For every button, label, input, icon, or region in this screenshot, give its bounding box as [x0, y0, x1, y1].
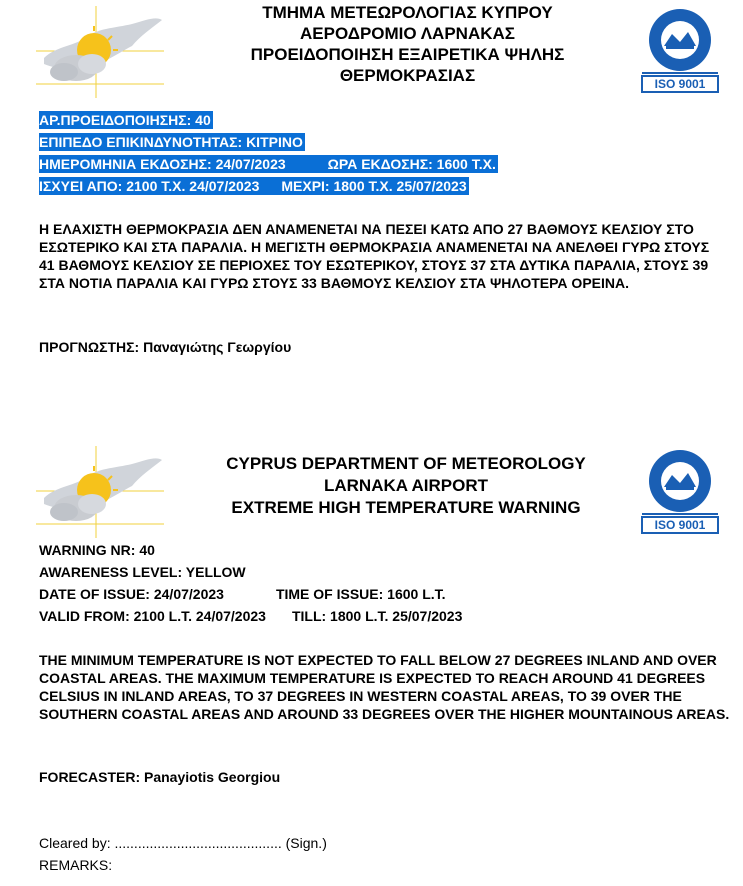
greek-issue-date: ΗΜΕΡΟΜΗΝΙΑ ΕΚΔΟΣΗΣ: 24/07/2023 [39, 156, 286, 172]
greek-issue-time: ΩΡΑ ΕΚΔΟΣΗΣ: 1600 Τ.Χ. [327, 156, 496, 172]
english-header-line: CYPRUS DEPARTMENT OF METEOROLOGY [226, 454, 586, 473]
greek-header-line: ΠΡΟΕΙΔΟΠΟΙΗΣΗ ΕΞΑΙΡΕΤΙΚΑ ΨΗΛΗΣ [250, 45, 565, 64]
cleared-by-line: Cleared by: ........................................... (Sign.) [39, 835, 327, 851]
greek-issue-line [39, 156, 498, 172]
greek-header-line: ΤΜΗΜΑ ΜΕΤΕΩΡΟΛΟΓΙΑΣ ΚΥΠΡΟΥ [262, 3, 553, 22]
iso-logo-icon [638, 447, 722, 535]
english-header-line: LARNAKA AIRPORT [323, 476, 488, 495]
greek-header-line: ΑΕΡΟΔΡΟΜΙΟ ΛΑΡΝΑΚΑΣ [300, 24, 515, 43]
weather-logo-icon [36, 446, 164, 538]
greek-forecaster: ΠΡΟΓΝΩΣΤΗΣ: Παναγιώτης Γεωργίου [39, 339, 292, 355]
iso-logo-icon [638, 6, 722, 94]
english-header [190, 453, 622, 519]
english-valid-till: TILL: 1800 L.T. 25/07/2023 [291, 608, 463, 624]
greek-valid-line [39, 178, 469, 194]
english-issue-date: DATE OF ISSUE: 24/07/2023 [39, 586, 224, 602]
greek-warning-nr: ΑΡ.ΠΡΟΕΙΔΟΠΟΙΗΣΗΣ: 40 [39, 112, 211, 128]
english-issue-line [39, 586, 446, 602]
greek-forecast-body: Η ΕΛΑΧΙΣΤΗ ΘΕΡΜΟΚΡΑΣΙΑ ΔΕΝ ΑΝΑΜΕΝΕΤΑΙ ΝΑ ΠΕΣΕΙ ΚΑΤΩ ΑΠΟ 27 ΒΑΘΜΟΥΣ ΚΕΛΣΙΟΥ ΣΤΟ ΕΣΩΤΕΡΙΚΟ ΚΑΙ ΣΤΑ ΠΑΡΑΛΙΑ. Η ΜΕΓΙΣΤΗ ΘΕΡΜΟΚΡΑΣΙΑ ΑΝΑΜΕΝΕΤΑΙ ΝΑ ΑΝΕΛΘΕΙ ΓΥΡΩ ΣΤΟΥΣ 41 ΒΑΘΜΟΥΣ ΚΕΛΣΙΟΥ ΣΕ ΠΕΡΙΟΧΕΣ ΤΟΥ ΕΣΩΤΕΡΙΚΟΥ, ΣΤΟΥΣ 37 ΣΤΑ ΔΥΤΙΚΑ ΠΑΡΑΛΙΑ, ΣΤΟΥΣ 39 ΣΤΑ ΝΟΤΙΑ ΠΑΡΑΛΙΑ ΚΑΙ ΓΥΡΩ ΣΤΟΥΣ 33 ΒΑΘΜΟΥΣ ΚΕΛΣΙΟΥ ΣΤΑ ΨΗΛΟΤΕΡΑ ΟΡΕΙΝΑ. [39, 221, 710, 291]
english-issue-time: TIME OF ISSUE: 1600 L.T. [275, 586, 446, 602]
weather-logo-icon [36, 6, 164, 98]
english-valid-from: VALID FROM: 2100 L.T. 24/07/2023 [39, 608, 266, 624]
english-header-line: EXTREME HIGH TEMPERATURE WARNING [231, 498, 581, 517]
english-awareness-level: AWARENESS LEVEL: YELLOW [39, 564, 246, 580]
greek-header-line: ΘΕΡΜΟΚΡΑΣΙΑΣ [339, 66, 476, 85]
english-warning-nr: WARNING NR: 40 [39, 542, 155, 558]
iso-label: ISO 9001 [654, 77, 706, 91]
greek-valid-from: ΙΣΧΥΕΙ ΑΠΟ: 2100 Τ.Χ. 24/07/2023 [39, 178, 260, 194]
greek-awareness-level: ΕΠΙΠΕΔΟ ΕΠΙΚΙΝΔΥΝΟΤΗΤΑΣ: ΚΙΤΡΙΝΟ [39, 134, 303, 150]
english-forecast-body: THE MINIMUM TEMPERATURE IS NOT EXPECTED TO FALL BELOW 27 DEGREES INLAND AND OVER COASTAL AREAS. THE MAXIMUM TEMPERATURE IS EXPECTED TO REACH AROUND 41 DEGREES CELSIUS IN INLAND AREAS, TO 37 DEGREES IN WESTERN COASTAL AREAS, TO 39 OVER THE SOUTHERN COASTAL AREAS AND AROUND 33 DEGREES OVER THE HIGHER MOUNTAINOUS AREAS. [39, 652, 730, 722]
greek-header [200, 2, 615, 86]
remarks-label: REMARKS: [39, 857, 113, 873]
english-forecaster: FORECASTER: Panayiotis Georgiou [39, 769, 281, 785]
english-valid-line [39, 608, 462, 624]
iso-label: ISO 9001 [654, 518, 706, 532]
greek-valid-till: ΜΕΧΡΙ: 1800 Τ.Χ. 25/07/2023 [281, 178, 467, 194]
